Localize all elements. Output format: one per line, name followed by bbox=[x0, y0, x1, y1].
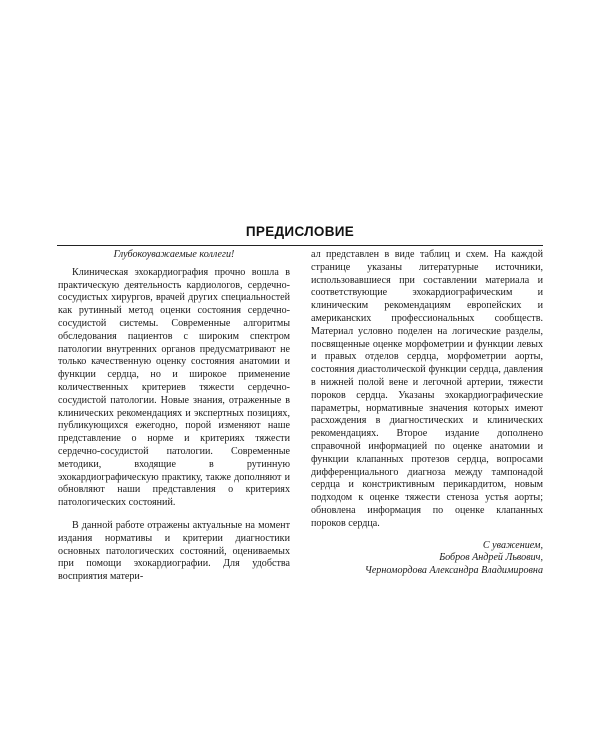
signature-author-2: Черномордова Александра Владимировна bbox=[364, 565, 543, 577]
paragraph-3: ал представлен в виде таблиц и схем. На каждой странице указаны литературные источники, использовавшиеся при составлении материала и соответствующие эхокардиографическим и клиническим рекомендациям европейских и американских профессиональных сообществ. Материал условно поделен на логические разделы, посвященные оценке морфометрии и функции левых и правых отделов сердца, морфометрии аорты, состояния диастолической функции сердца, давления в нижней полой вене и легочной артерии, тяжести пороков сердца. Указаны эхокардиографические параметры, нормативные значения которых имеют расхождения в диагностических и клинических рекомендациях. Второе издание дополнено справочной информацией по оценке анатомии и функции клапанных протезов сердца, вопросами дифференциального диагноза между тампонадой сердца и констриктивным перикардитом, новым подходом к оценке тяжести стеноза устья аорты; обновлена информация по оценке клапанных пороков сердца. bbox=[311, 249, 543, 529]
paragraph-2: В данной работе отражены актуальные на момент издания нормативы и критерии диагностики основных патологических состояний, оцениваемых при помощи эхокардиографии. Для удобства восприятия матери- bbox=[58, 519, 290, 583]
heading-rule bbox=[57, 245, 543, 246]
paragraph-1: Клиническая эхокардиография прочно вошла в практическую деятельность кардиологов, сердечно-сосудистых хирургов, врачей других специальностей как рутинный метод оценки состояния сердечно-сосудистой системы. Современные алгоритмы обследования пациентов с широким спектром патологии внутренних органов предусматривают не только качественную оценку состояния анатомии и функции сердца, но и широкое применение количественных критериев тяжести сердечно-сосудистой патологии. Новые знания, отраженные в клинических рекомендациях и экспертных позициях, публикующихся ежегодно, порой изменяют наше представление о норме и критериях тяжести сердечно-сосудистой патологии. Современные методики, входящие в рутинную эхокардиографическую практику, также дополняют и обновляют наши представления о критериях патологических состояний. bbox=[58, 266, 290, 509]
right-column bbox=[311, 249, 543, 578]
signature-author-1: Бобров Андрей Львович, bbox=[439, 552, 543, 564]
salutation: Глубокоуважаемые коллеги! bbox=[113, 249, 235, 260]
signature bbox=[311, 540, 543, 578]
left-column bbox=[58, 249, 290, 584]
signature-closing: С уважением, bbox=[482, 539, 543, 551]
page-title: ПРЕДИСЛОВИЕ bbox=[245, 224, 355, 239]
heading-block bbox=[57, 224, 543, 246]
